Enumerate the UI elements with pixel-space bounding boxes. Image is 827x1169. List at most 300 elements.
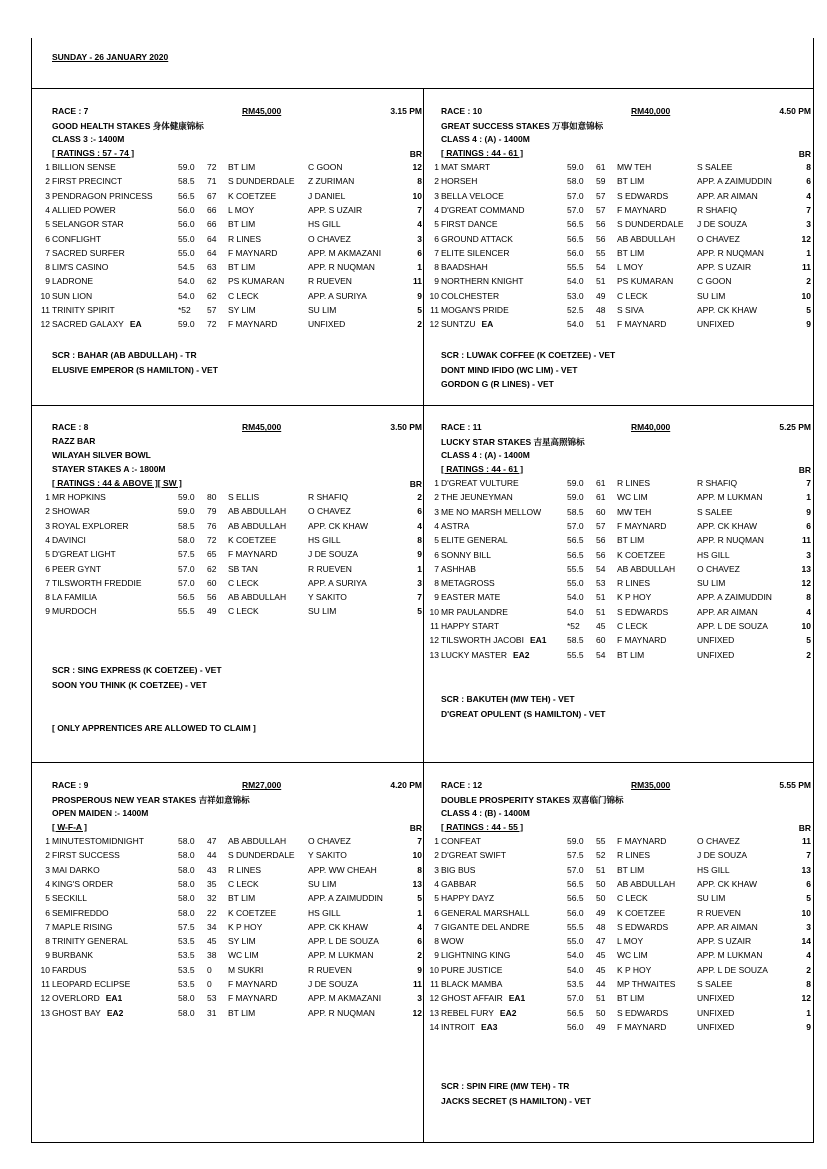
runner-row — [434, 878, 811, 893]
jockey-name: F MAYNARD — [228, 993, 278, 1004]
runner-number: 12 — [40, 993, 50, 1004]
runner-row — [434, 162, 811, 176]
horse-rating: 51 — [596, 276, 606, 287]
jockey-name: AB ABDULLAH — [228, 836, 287, 846]
trainer-name: C GOON — [697, 276, 732, 287]
horse-name-text: ELITE GENERAL — [441, 535, 508, 546]
horse-rating: 49 — [207, 606, 217, 617]
horse-name — [52, 592, 97, 602]
jockey-name: SY LIM — [228, 936, 256, 947]
trainer-name: R RUEVEN — [308, 563, 352, 574]
horse-name-text: CONFLIGHT — [52, 233, 102, 244]
horse-name — [441, 535, 508, 545]
trainer-name: SU LIM — [697, 578, 726, 589]
horse-name-text: PURE JUSTICE — [441, 964, 503, 975]
runner-row — [434, 204, 811, 219]
runner-number: 5 — [45, 893, 50, 904]
emergency-tag: EA — [481, 319, 494, 330]
runner-number: 3 — [434, 864, 439, 875]
horse-name-text: SONNY BILL — [441, 549, 491, 560]
race-title: DOUBLE PROSPERITY STAKES 双喜临门锦标 — [441, 795, 624, 805]
horse-weight: 58.5 — [178, 176, 195, 187]
horse-rating: 55 — [596, 247, 606, 258]
horse-weight: 58.5 — [178, 520, 195, 531]
horse-weight: 56.5 — [567, 878, 584, 889]
jockey-name: R LINES — [617, 478, 651, 488]
runner-row — [45, 878, 422, 893]
jockey-name: C LECK — [228, 878, 259, 889]
race-class: OPEN MAIDEN :- 1400M — [52, 808, 149, 818]
horse-name — [52, 191, 153, 201]
trainer-name: APP. M AKMAZANI — [308, 993, 382, 1004]
jockey-name: K COETZEE — [228, 907, 277, 918]
barrier-draw: 11 — [802, 836, 811, 846]
runner-row — [429, 1021, 811, 1036]
barrier-draw: 5 — [417, 606, 422, 617]
horse-name — [52, 979, 130, 989]
jockey-name: F MAYNARD — [228, 549, 278, 560]
horse-weight: 54.0 — [567, 964, 584, 975]
runner-number: 10 — [429, 290, 439, 301]
jockey-name: MW TEH — [617, 506, 652, 517]
horse-name-text: SUNTZU — [441, 319, 476, 330]
runner-number: 2 — [434, 176, 439, 187]
runner-number: 9 — [45, 606, 50, 617]
horse-name-text: WOW — [441, 936, 464, 947]
barrier-draw: 8 — [417, 534, 422, 545]
barrier-draw: 14 — [801, 936, 811, 947]
jockey-name: S DUNDERDALE — [228, 850, 295, 861]
horse-name — [441, 219, 498, 229]
horse-weight: 59.0 — [567, 492, 584, 503]
trainer-name: UNFIXED — [697, 993, 735, 1004]
runner-row — [45, 606, 422, 620]
horse-name — [441, 879, 476, 889]
jockey-name: AB ABDULLAH — [617, 878, 676, 889]
horse-rating: 47 — [596, 936, 606, 947]
horse-weight: 53.5 — [567, 979, 584, 989]
barrier-draw: 7 — [806, 204, 811, 215]
trainer-name: O CHAVEZ — [308, 506, 351, 517]
runner-row — [41, 979, 422, 993]
runner-row — [45, 162, 422, 176]
race-time: 4.20 PM — [390, 780, 422, 790]
horse-name-text: HORSEH — [441, 176, 478, 187]
jockey-name: M SUKRI — [228, 964, 264, 975]
race-time: 3.15 PM — [390, 106, 422, 116]
trainer-name: UNFIXED — [308, 319, 346, 330]
horse-rating: 61 — [596, 478, 606, 488]
runner-number: 11 — [41, 979, 50, 989]
horse-name — [441, 248, 510, 258]
trainer-name: HS GILL — [308, 534, 341, 545]
runner-number: 6 — [45, 233, 50, 244]
race-title: STAYER STAKES A :- 1800M — [52, 464, 166, 474]
jockey-name: F MAYNARD — [617, 319, 667, 330]
runner-number: 1 — [45, 492, 50, 502]
horse-rating: 55 — [596, 836, 606, 846]
runner-row — [434, 864, 811, 879]
trainer-name: SU LIM — [308, 305, 337, 315]
horse-rating: 54 — [596, 649, 606, 660]
race-note: [ ONLY APPRENTICES ARE ALLOWED TO CLAIM ] — [52, 723, 256, 733]
runner-row — [45, 893, 422, 907]
jockey-name: AB ABDULLAH — [228, 592, 287, 603]
horse-name-text: SUN LION — [52, 290, 93, 301]
horse-name — [441, 162, 490, 172]
horse-weight: 57.5 — [178, 921, 195, 932]
horse-name-text: PENDRAGON PRINCESS — [52, 190, 153, 201]
horse-name-text: GABBAR — [441, 878, 477, 889]
trainer-name: APP. CK KHAW — [308, 921, 368, 932]
horse-name-text: D'GREAT COMMAND — [441, 204, 525, 215]
trainer-name: APP. A SURIYA — [308, 290, 367, 301]
horse-weight: 55.0 — [567, 936, 584, 947]
horse-weight: 59.0 — [567, 836, 584, 846]
horse-weight: 59.0 — [567, 478, 584, 488]
jockey-name: C LECK — [617, 621, 648, 631]
trainer-name: SU LIM — [308, 878, 337, 889]
horse-rating: 57 — [596, 190, 606, 201]
jockey-name: BT LIM — [617, 993, 645, 1004]
runner-row — [434, 262, 811, 276]
horse-name — [441, 262, 488, 272]
scratching-line: SCR : SPIN FIRE (MW TEH) - TR — [441, 1081, 570, 1091]
horse-name-text: MAPLE RISING — [52, 921, 113, 932]
runner-row — [429, 993, 811, 1007]
horse-rating: 48 — [596, 921, 606, 932]
barrier-draw: 11 — [413, 276, 422, 287]
barrier-draw: 5 — [417, 305, 422, 315]
jockey-name: F MAYNARD — [617, 520, 667, 531]
runner-number: 2 — [45, 176, 50, 187]
horse-name-text: MAI DARKO — [52, 864, 100, 875]
horse-weight: 57.0 — [567, 190, 584, 201]
runner-row — [45, 520, 422, 535]
runner-row — [434, 276, 811, 290]
runner-number: 11 — [430, 621, 439, 631]
runner-number: 13 — [429, 1007, 439, 1018]
horse-name — [52, 234, 101, 244]
runner-row — [45, 563, 422, 578]
horse-name-text: INTROIT — [441, 1021, 475, 1032]
horse-name-text: ROYAL EXPLORER — [52, 520, 129, 531]
jockey-name: S SIVA — [617, 305, 644, 315]
runner-row — [429, 319, 811, 333]
horse-weight: 54.0 — [178, 290, 195, 301]
runner-row — [45, 864, 422, 879]
jockey-name: S DUNDERDALE — [617, 219, 684, 230]
horse-name-text: NORTHERN KNIGHT — [441, 276, 524, 287]
runner-row — [429, 635, 811, 649]
jockey-name: C LECK — [617, 290, 648, 301]
runner-row — [434, 907, 811, 922]
horse-name — [52, 950, 93, 960]
trainer-name: APP. R NUQMAN — [308, 262, 375, 273]
runner-row — [434, 492, 811, 506]
trainer-name: SU LIM — [697, 290, 726, 301]
runner-number: 11 — [41, 305, 50, 315]
barrier-draw: 13 — [412, 878, 422, 889]
horse-name-text: LIM'S CASINO — [52, 262, 109, 273]
jockey-name: R LINES — [617, 850, 651, 861]
barrier-draw: 10 — [801, 907, 811, 918]
barrier-draw: 7 — [417, 592, 422, 603]
race-time: 5.25 PM — [779, 422, 811, 432]
runner-number: 8 — [434, 262, 439, 273]
race-title: WILAYAH SILVER BOWL — [52, 450, 151, 460]
horse-rating: 53 — [596, 578, 606, 589]
horse-name-text: LA FAMILIA — [52, 592, 97, 603]
barrier-draw: 9 — [417, 549, 422, 560]
barrier-draw: 5 — [417, 893, 422, 904]
horse-name — [441, 176, 477, 186]
barrier-draw: 13 — [801, 864, 811, 875]
horse-name — [441, 1022, 498, 1032]
runner-number: 8 — [45, 592, 50, 603]
runner-row — [434, 506, 811, 521]
horse-rating: 56 — [596, 549, 606, 560]
horse-name-text: HAPPY START — [441, 621, 500, 631]
horse-rating: 57 — [596, 204, 606, 215]
jockey-name: WC LIM — [228, 950, 259, 961]
runner-number: 9 — [45, 950, 50, 961]
horse-weight: 57.0 — [178, 563, 195, 574]
horse-rating: 49 — [596, 290, 606, 301]
trainer-name: O CHAVEZ — [697, 233, 740, 244]
horse-weight: 58.0 — [178, 864, 195, 875]
barrier-draw: 12 — [801, 993, 811, 1004]
horse-name — [441, 836, 481, 846]
horse-rating: 56 — [207, 592, 217, 603]
scratching-line: GORDON G (R LINES) - VET — [441, 379, 554, 389]
runner-row — [430, 621, 811, 635]
trainer-name: Z ZURIMAN — [308, 176, 355, 187]
horse-weight: 55.5 — [567, 563, 584, 574]
barrier-draw: 11 — [802, 535, 811, 546]
horse-name-text: SACRED GALAXY — [52, 319, 124, 330]
runner-row — [434, 247, 811, 262]
barrier-draw: 12 — [801, 233, 811, 244]
horse-rating: 22 — [207, 907, 217, 918]
horse-name — [52, 248, 125, 258]
horse-weight: 58.5 — [567, 635, 584, 646]
runner-row — [45, 492, 422, 506]
runner-row — [40, 319, 422, 333]
horse-rating: 62 — [207, 276, 217, 287]
horse-name-text: MAT SMART — [441, 162, 491, 172]
barrier-draw: 12 — [412, 1007, 422, 1018]
horse-weight: *52 — [178, 305, 191, 315]
horse-name-text: ME NO MARSH MELLOW — [441, 506, 542, 517]
horse-rating: 64 — [207, 247, 217, 258]
runner-number: 5 — [434, 535, 439, 546]
runner-number: 7 — [45, 247, 50, 258]
horse-rating: 59 — [596, 176, 606, 187]
barrier-draw: 7 — [417, 204, 422, 215]
trainer-name: APP. S UZAIR — [697, 936, 752, 947]
horse-weight: 54.0 — [567, 950, 584, 961]
horse-name — [52, 176, 122, 186]
horse-name-text: MR PAULANDRE — [441, 606, 508, 617]
runner-number: 4 — [45, 878, 50, 889]
jockey-name: BT LIM — [228, 893, 256, 904]
horse-weight: 58.0 — [178, 893, 195, 904]
runner-number: 6 — [434, 549, 439, 560]
runner-number: 11 — [430, 979, 439, 989]
trainer-name: Y SAKITO — [308, 850, 347, 861]
divider — [31, 762, 813, 763]
scratching-line: SCR : BAKUTEH (MW TEH) - VET — [441, 694, 575, 704]
horse-name — [52, 993, 122, 1003]
runner-number: 4 — [45, 204, 50, 215]
jockey-name: BT LIM — [617, 247, 645, 258]
trainer-name: R RUEVEN — [308, 964, 352, 975]
horse-name — [52, 521, 129, 531]
horse-name-text: GHOST BAY — [52, 1007, 101, 1018]
horse-name-text: CONFEAT — [441, 836, 481, 846]
horse-name-text: EASTER MATE — [441, 592, 501, 603]
jockey-name: AB ABDULLAH — [228, 506, 287, 517]
jockey-name: K P HOY — [228, 921, 263, 932]
horse-rating: 60 — [207, 577, 217, 588]
horse-rating: 72 — [207, 534, 217, 545]
horse-weight: 56.0 — [567, 907, 584, 918]
horse-name-text: BURBANK — [52, 950, 94, 961]
trainer-name: APP. L DE SOUZA — [308, 936, 379, 947]
barrier-draw: 8 — [806, 592, 811, 603]
horse-rating: 62 — [207, 290, 217, 301]
race-time: 5.55 PM — [779, 780, 811, 790]
horse-weight: 59.0 — [178, 319, 195, 330]
race-title: LUCKY STAR STAKES 吉星高照锦标 — [441, 437, 585, 447]
runner-number: 1 — [434, 162, 439, 172]
horse-name — [441, 979, 502, 989]
runner-number: 12 — [429, 319, 439, 330]
trainer-name: J DE SOUZA — [697, 850, 748, 861]
trainer-name: APP. WW CHEAH — [308, 864, 377, 875]
trainer-name: J DE SOUZA — [697, 219, 748, 230]
horse-rating: 56 — [596, 219, 606, 230]
race-number: RACE : 9 — [52, 780, 89, 790]
horse-name-text: BAADSHAH — [441, 262, 488, 273]
race-purse: RM45,000 — [242, 106, 282, 116]
horse-name — [441, 1008, 516, 1018]
barrier-draw: 12 — [801, 578, 811, 589]
horse-name-text: FIRST PRECINCT — [52, 176, 123, 187]
horse-rating: 44 — [596, 979, 606, 989]
runner-number: 8 — [45, 262, 50, 273]
runner-number: 2 — [434, 850, 439, 861]
trainer-name: R SHAFIQ — [308, 492, 349, 502]
runner-row — [45, 592, 422, 606]
barrier-draw: 6 — [417, 936, 422, 947]
jockey-name: F MAYNARD — [228, 247, 278, 258]
divider — [31, 405, 813, 406]
barrier-draw: 2 — [417, 950, 422, 961]
barrier-draw: 5 — [806, 893, 811, 904]
horse-name — [441, 607, 508, 617]
horse-name-text: SEMIFREDDO — [52, 907, 109, 918]
horse-name-text: GIGANTE DEL ANDRE — [441, 921, 530, 932]
barrier-draw: 3 — [417, 577, 422, 588]
barrier-draw: 13 — [801, 563, 811, 574]
runner-number: 7 — [45, 577, 50, 588]
barrier-draw: 4 — [806, 950, 811, 961]
trainer-name: APP. A ZAIMUDDIN — [697, 176, 772, 187]
runner-row — [434, 233, 811, 248]
trainer-name: J DE SOUZA — [308, 979, 359, 989]
runner-number: 3 — [45, 190, 50, 201]
horse-name-text: LIGHTNING KING — [441, 950, 511, 961]
horse-rating: 53 — [207, 993, 217, 1004]
jockey-name: BT LIM — [617, 649, 645, 660]
trainer-name: Y SAKITO — [308, 592, 347, 603]
trainer-name: UNFIXED — [697, 319, 735, 330]
column-divider — [423, 88, 424, 1142]
runner-number: 2 — [434, 492, 439, 503]
jockey-name: L MOY — [617, 262, 644, 273]
horse-weight: 57.0 — [567, 864, 584, 875]
horse-name — [441, 922, 529, 932]
jockey-name: R LINES — [228, 864, 262, 875]
barrier-draw: 10 — [412, 190, 422, 201]
horse-weight: 56.5 — [178, 190, 195, 201]
horse-name-text: GROUND ATTACK — [441, 233, 513, 244]
runner-row — [40, 964, 422, 979]
horse-name — [52, 492, 106, 502]
trainer-name: APP. S UZAIR — [697, 262, 752, 273]
horse-name — [52, 606, 96, 616]
runner-number: 12 — [429, 635, 439, 646]
horse-name — [441, 507, 541, 517]
runner-row — [430, 979, 811, 993]
barrier-draw: 4 — [417, 219, 422, 230]
horse-rating: 49 — [596, 907, 606, 918]
barrier-draw: 1 — [417, 907, 422, 918]
barrier-draw: 6 — [806, 878, 811, 889]
horse-weight: 59.0 — [567, 162, 584, 172]
horse-rating: 50 — [596, 1007, 606, 1018]
horse-weight: 54.0 — [567, 592, 584, 603]
horse-weight: 58.0 — [567, 176, 584, 187]
barrier-draw: 1 — [806, 1007, 811, 1018]
horse-name — [441, 276, 524, 286]
horse-weight: 55.5 — [567, 649, 584, 660]
barrier-draw: 3 — [806, 921, 811, 932]
runner-row — [434, 478, 811, 492]
horse-weight: 59.0 — [178, 506, 195, 517]
jockey-name: S EDWARDS — [617, 921, 669, 932]
horse-name — [52, 879, 113, 889]
jockey-name: K COETZEE — [617, 549, 666, 560]
jockey-name: SB TAN — [228, 563, 258, 574]
horse-name-text: SELANGOR STAR — [52, 219, 124, 230]
horse-weight: 56.0 — [567, 1021, 584, 1032]
horse-name-text: LUCKY MASTER — [441, 649, 507, 660]
runner-number: 2 — [45, 850, 50, 861]
horse-weight: 53.5 — [178, 936, 195, 947]
draw-header: BR — [409, 823, 422, 833]
jockey-name: BT LIM — [228, 262, 256, 273]
jockey-name: PS KUMARAN — [617, 276, 674, 287]
horse-rating: 50 — [596, 878, 606, 889]
race-number: RACE : 10 — [441, 106, 483, 116]
emergency-tag: EA3 — [481, 1021, 498, 1032]
barrier-draw: 8 — [806, 162, 811, 172]
horse-weight: 52.5 — [567, 305, 584, 315]
runner-number: 4 — [434, 520, 439, 531]
